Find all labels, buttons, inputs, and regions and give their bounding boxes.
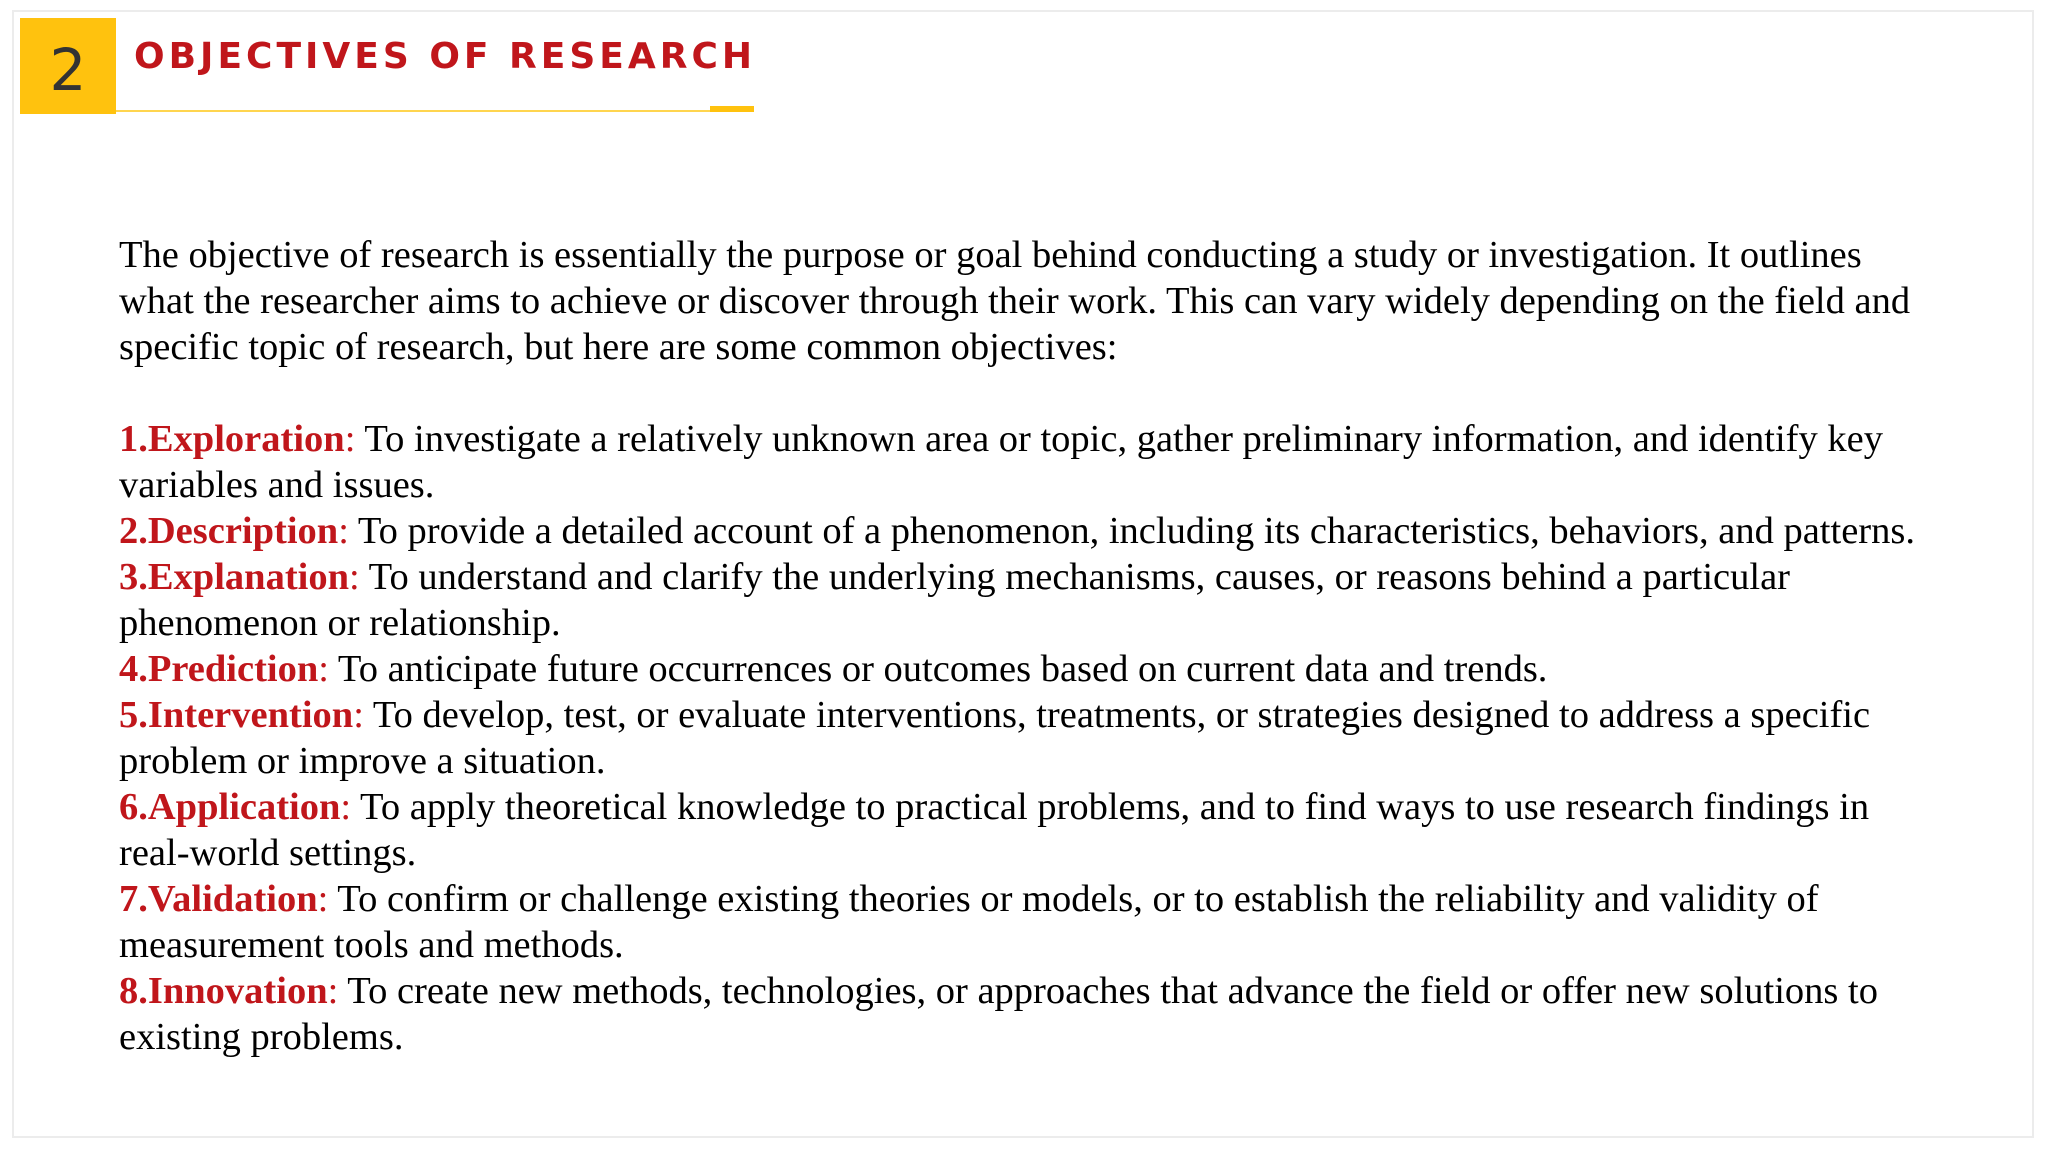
objective-term: 1.Exploration — [119, 418, 345, 460]
objective-description: To provide a detailed account of a phenomenon, including its characteristics, behaviors, and patterns. — [348, 510, 1915, 552]
list-item: 3.Explanation: To understand and clarify the underlying mechanisms, causes, or reasons behind a particular phenomenon or relationship. — [119, 556, 1790, 644]
objective-term: 2.Description — [119, 510, 339, 552]
list-item: 2.Description: To provide a detailed account of a phenomenon, including its characteristics, behaviors, and patterns. — [119, 510, 1915, 552]
page-title: OBJECTIVES OF RESEARCH — [134, 36, 757, 77]
list-item: 7.Validation: To confirm or challenge existing theories or models, or to establish the reliability and validity of measurement tools and methods. — [119, 878, 1819, 966]
title-underline — [116, 110, 710, 112]
objective-term: 5.Intervention — [119, 694, 354, 736]
section-number-badge — [20, 18, 116, 114]
objective-description: To create new methods, technologies, or approaches that advance the field or offer new solutions to existing problems. — [119, 970, 1878, 1058]
objective-description: To investigate a relatively unknown area or topic, gather preliminary information, and identify key variables and issues. — [119, 418, 1883, 506]
objective-description: To confirm or challenge existing theories or models, or to establish the reliability and validity of measurement tools and methods. — [119, 878, 1819, 966]
list-item: 4.Prediction: To anticipate future occurrences or outcomes based on current data and trends. — [119, 648, 1548, 690]
objective-description: To understand and clarify the underlying mechanisms, causes, or reasons behind a particular phenomenon or relationship. — [119, 556, 1790, 644]
intro-paragraph: The objective of research is essentially the purpose or goal behind conducting a study or investigation. It outlines what the researcher aims to achieve or discover through their work. This can vary widely depending on the field and specific topic of research, but here are some common objectives: — [119, 234, 1911, 368]
objective-description: To develop, test, or evaluate interventions, treatments, or strategies designed to address a specific problem or improve a situation. — [119, 694, 1871, 782]
objective-term: 7.Validation — [119, 878, 318, 920]
list-item: 8.Innovation: To create new methods, technologies, or approaches that advance the field or offer new solutions to existing problems. — [119, 970, 1878, 1058]
content-body — [119, 232, 1919, 1060]
list-item: 1.Exploration: To investigate a relatively unknown area or topic, gather preliminary information, and identify key variables and issues. — [119, 418, 1883, 506]
list-item: 6.Application: To apply theoretical knowledge to practical problems, and to find ways to use research findings in real-world settings. — [119, 786, 1870, 874]
objective-term: 3.Explanation — [119, 556, 350, 598]
objective-term: 4.Prediction — [119, 648, 319, 690]
section-number: 2 — [49, 36, 87, 104]
objective-description: To apply theoretical knowledge to practical problems, and to find ways to use research findings in real-world settings. — [119, 786, 1870, 874]
objective-description: To anticipate future occurrences or outcomes based on current data and trends. — [328, 648, 1548, 690]
objective-term: 6.Application — [119, 786, 341, 828]
list-item: 5.Intervention: To develop, test, or evaluate interventions, treatments, or strategies designed to address a specific problem or improve a situation. — [119, 694, 1871, 782]
title-underline-accent — [710, 106, 754, 112]
objective-term: 8.Innovation — [119, 970, 328, 1012]
